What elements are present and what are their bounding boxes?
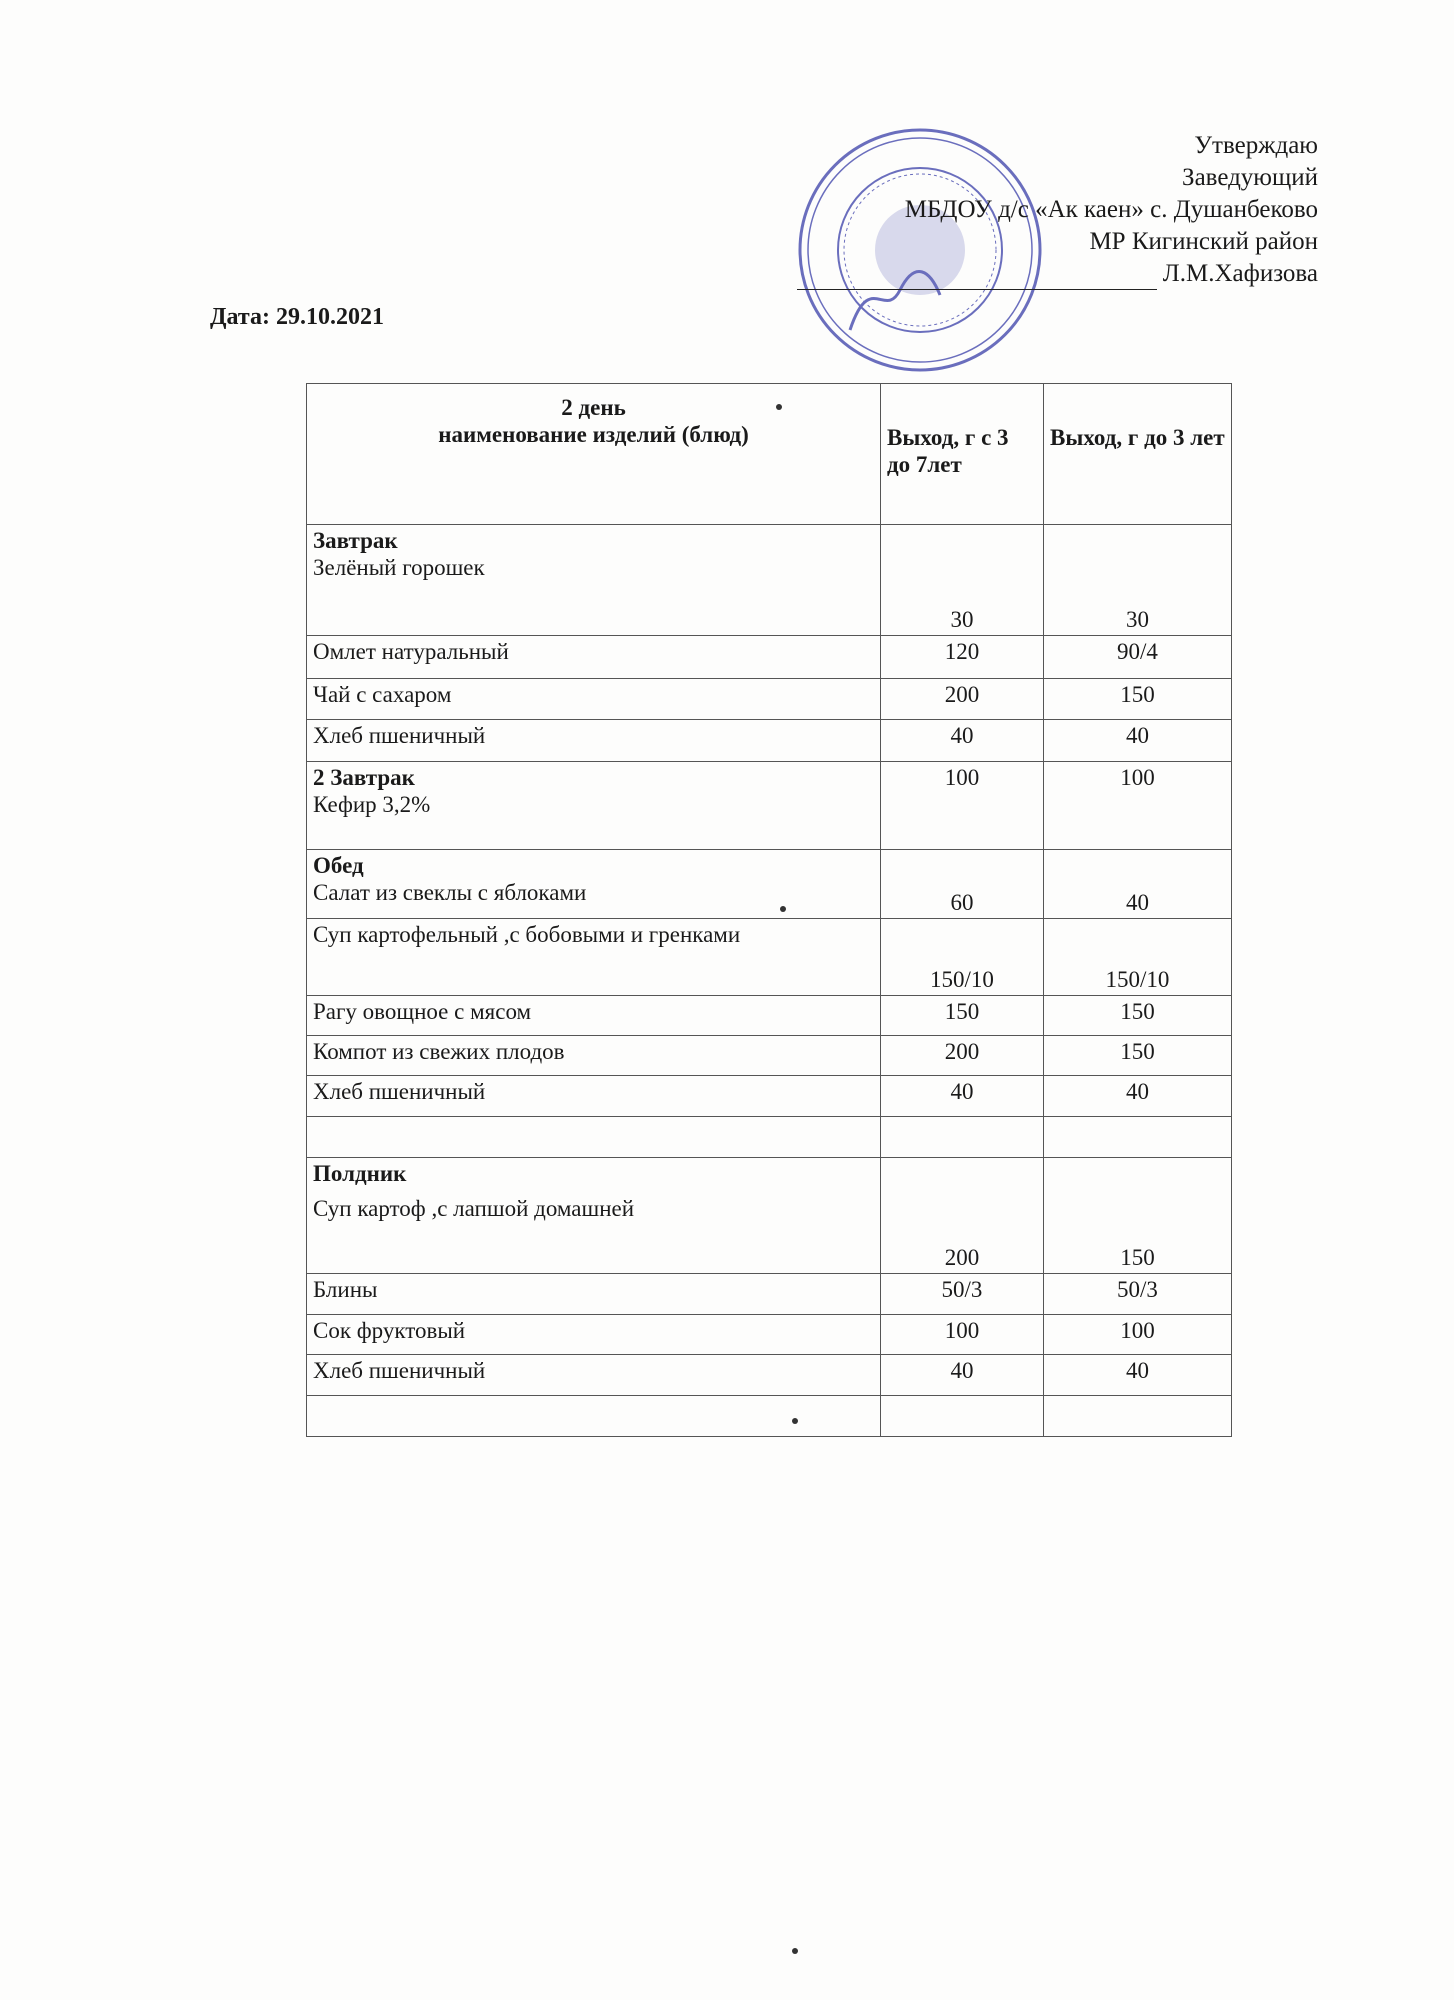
dish-cell: [307, 1355, 881, 1396]
yield-3-7: 120: [881, 636, 1044, 679]
dish-name: Хлеб пшеничный: [313, 723, 486, 748]
dish-name: Суп картофельный ,с бобовыми и гренками: [313, 922, 741, 947]
header-name: наименование изделий (блюд): [438, 422, 749, 447]
yield-under-3: 150: [1044, 679, 1232, 720]
dish-cell: [307, 1076, 881, 1117]
header-name-cell: [307, 384, 881, 525]
approval-district: МР Кигинский район: [1089, 228, 1318, 255]
approval-signer: Л.М.Хафизова: [1162, 260, 1318, 287]
table-row: [307, 1076, 1232, 1117]
yield-3-7: 50/3: [881, 1274, 1044, 1315]
approval-block: [797, 130, 1318, 290]
yield-under-3: 90/4: [1044, 636, 1232, 679]
dish-name: Сок фруктовый: [313, 1318, 466, 1343]
header-day: 2 день: [561, 395, 626, 420]
header-yield-3-7: Выход, г с 3 до 7лет: [881, 384, 1044, 525]
header-yield-under-3: Выход, г до 3 лет: [1044, 384, 1232, 525]
yield-under-3: 150: [1044, 996, 1232, 1036]
dish-name: Зелёный горошек: [313, 555, 485, 580]
table-row: [307, 1274, 1232, 1315]
dish-cell: [307, 1158, 881, 1274]
yield-3-7: 200: [881, 1158, 1044, 1274]
dish-name: Чай с сахаром: [313, 682, 452, 707]
table-row: [307, 1036, 1232, 1076]
dish-cell: [307, 636, 881, 679]
scan-speck: [792, 1948, 798, 1954]
dish-cell: [307, 1396, 881, 1437]
dish-cell: [307, 762, 881, 850]
dish-cell: [307, 1117, 881, 1158]
yield-under-3: 150/10: [1044, 919, 1232, 996]
table-row: [307, 919, 1232, 996]
dish-cell: [307, 1315, 881, 1355]
meal-section-label: Обед: [313, 853, 364, 878]
dish-name: Кефир 3,2%: [313, 792, 431, 817]
table-row: [307, 1315, 1232, 1355]
table-row: [307, 636, 1232, 679]
yield-3-7: 150: [881, 996, 1044, 1036]
table-row: [307, 679, 1232, 720]
table-row: [307, 1158, 1232, 1274]
dish-name: Суп картоф ,с лапшой домашней: [313, 1196, 635, 1221]
meal-section-label: Полдник: [313, 1161, 407, 1186]
yield-3-7: 40: [881, 720, 1044, 762]
dish-name: Омлет натуральный: [313, 639, 509, 664]
dish-name: Хлеб пшеничный: [313, 1079, 486, 1104]
yield-3-7: 200: [881, 679, 1044, 720]
scan-speck: [776, 404, 782, 410]
table-row: [307, 720, 1232, 762]
yield-under-3: 100: [1044, 1315, 1232, 1355]
table-row: [307, 1355, 1232, 1396]
table-row: [307, 996, 1232, 1036]
approval-institution: МБДОУ д/с «Ак каен» с. Душанбеково: [904, 196, 1318, 223]
table-row: [307, 1117, 1232, 1158]
dish-cell: [307, 850, 881, 919]
dish-cell: [307, 1274, 881, 1315]
yield-3-7: 200: [881, 1036, 1044, 1076]
dish-name: Рагу овощное с мясом: [313, 999, 532, 1024]
yield-3-7: 100: [881, 1315, 1044, 1355]
yield-under-3: 150: [1044, 1036, 1232, 1076]
table-row: [307, 1396, 1232, 1437]
yield-3-7: [881, 1117, 1044, 1158]
scan-speck: [792, 1418, 798, 1424]
approval-position: Заведующий: [1182, 164, 1318, 191]
table-row: [307, 850, 1232, 919]
yield-3-7: 150/10: [881, 919, 1044, 996]
yield-3-7: [881, 1396, 1044, 1437]
dish-cell: [307, 720, 881, 762]
yield-3-7: 40: [881, 1076, 1044, 1117]
yield-under-3: [1044, 1396, 1232, 1437]
yield-3-7: 100: [881, 762, 1044, 850]
dish-name: Блины: [313, 1277, 378, 1302]
yield-3-7: 60: [881, 850, 1044, 919]
dish-name: Хлеб пшеничный: [313, 1358, 486, 1383]
table-row: [307, 525, 1232, 636]
yield-3-7: 40: [881, 1355, 1044, 1396]
scan-speck: [780, 906, 786, 912]
table-row: [307, 762, 1232, 850]
dish-cell: [307, 919, 881, 996]
dish-cell: [307, 996, 881, 1036]
dish-name: Компот из свежих плодов: [313, 1039, 565, 1064]
yield-3-7: 30: [881, 525, 1044, 636]
meal-section-label: 2 Завтрак: [313, 765, 415, 790]
document-date: Дата: 29.10.2021: [210, 304, 384, 330]
dish-cell: [307, 679, 881, 720]
table-header: [307, 384, 1232, 525]
dish-cell: [307, 1036, 881, 1076]
dish-cell: [307, 525, 881, 636]
yield-under-3: 40: [1044, 1355, 1232, 1396]
menu-table: [306, 383, 1232, 1437]
approval-title: Утверждаю: [1194, 132, 1318, 159]
yield-under-3: 150: [1044, 1158, 1232, 1274]
yield-under-3: [1044, 1117, 1232, 1158]
yield-under-3: 40: [1044, 720, 1232, 762]
yield-under-3: 40: [1044, 1076, 1232, 1117]
yield-under-3: 30: [1044, 525, 1232, 636]
dish-name: Салат из свеклы с яблоками: [313, 880, 587, 905]
yield-under-3: 50/3: [1044, 1274, 1232, 1315]
signature-line: [797, 265, 1157, 290]
yield-under-3: 100: [1044, 762, 1232, 850]
yield-under-3: 40: [1044, 850, 1232, 919]
meal-section-label: Завтрак: [313, 528, 398, 553]
